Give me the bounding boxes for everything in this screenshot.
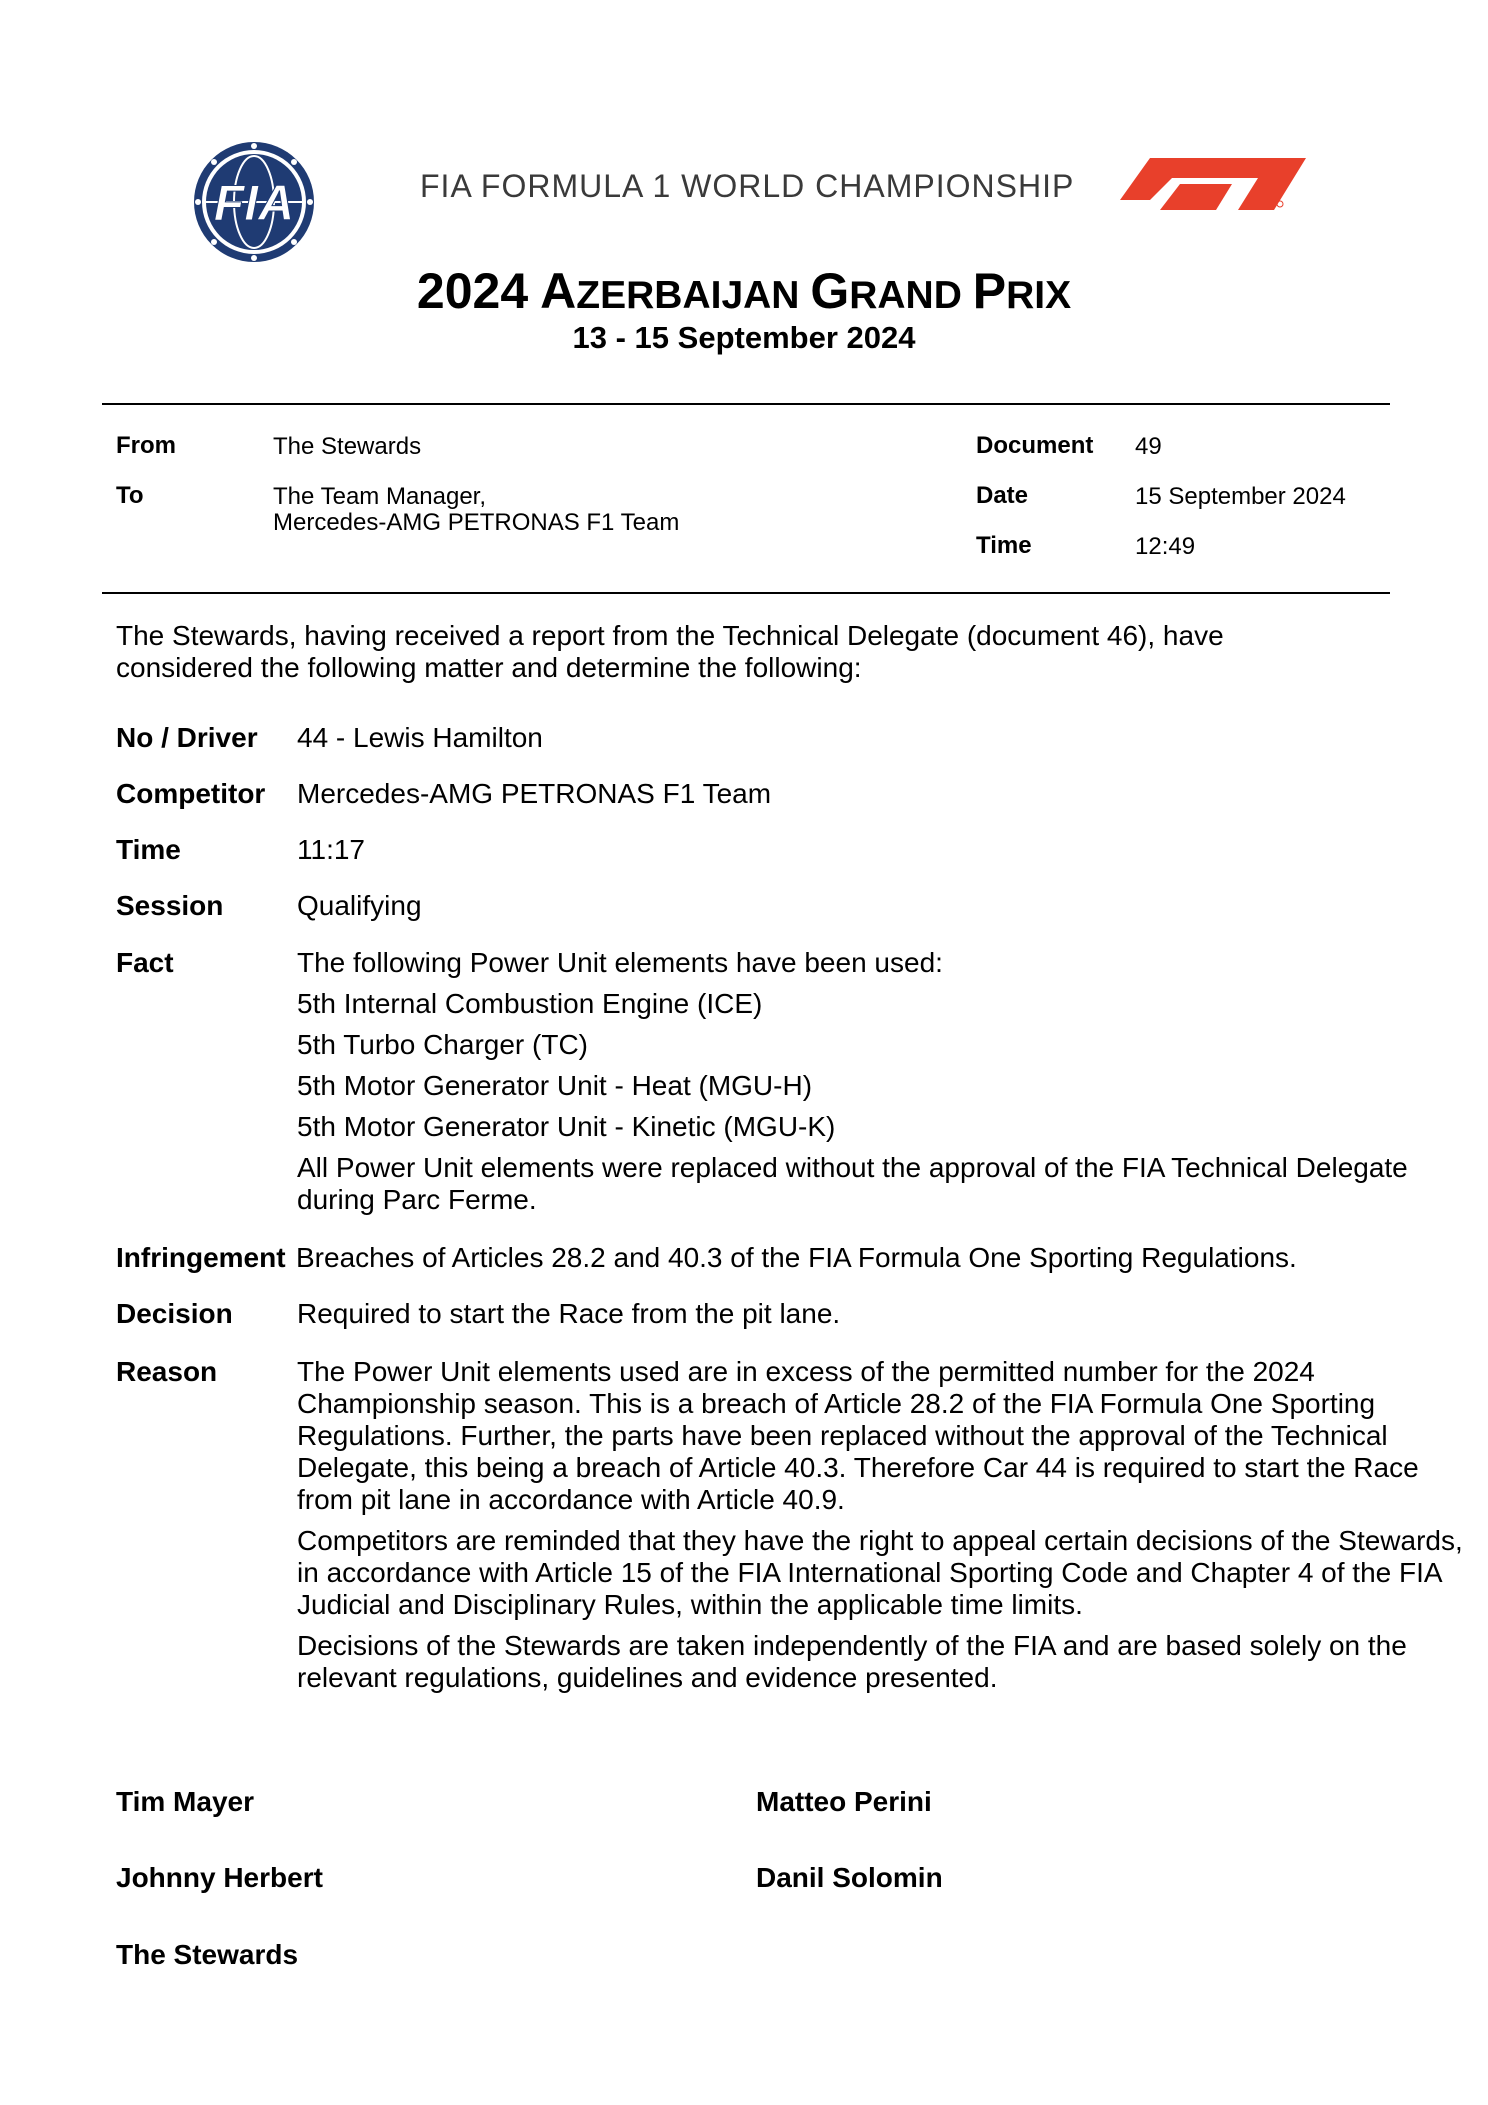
- fact-line: All Power Unit elements were replaced without the approval of the FIA Technical Delegate during Parc Ferme.: [297, 1152, 1408, 1215]
- steward-signature: Matteo Perini: [756, 1786, 932, 1817]
- title-part: P: [972, 263, 1007, 319]
- fact-line: 5th Motor Generator Unit - Heat (MGU-H): [297, 1070, 813, 1101]
- reason-paragraph: The Power Unit elements used are in excess of the permitted number for the 2024 Championship season. This is a breach of Article 28.2 of the FIA Formula One Sporting Regulations. Further, the parts have been replaced without the approval of the Technical Delegate, this being a breach of Article 40.3. Therefore Car 44 is required to start the Race from pit lane in accordance with Article 40.9.: [297, 1356, 1419, 1515]
- divider-bottom: [102, 592, 1390, 594]
- infringement-value: Breaches of Articles 28.2 and 40.3 of the FIA Formula One Sporting Regulations.: [296, 1242, 1297, 1273]
- title-part: ZERBAIJAN: [576, 274, 811, 317]
- fact-line: 5th Internal Combustion Engine (ICE): [297, 988, 763, 1019]
- divider-top: [102, 403, 1390, 405]
- document-value: 49: [1135, 433, 1162, 460]
- title-part: RAND: [849, 274, 973, 317]
- competitor-label: Competitor: [116, 778, 266, 809]
- event-dates: 13 - 15 September 2024: [572, 320, 916, 355]
- event-title: [0, 262, 1488, 320]
- steward-signature: Tim Mayer: [116, 1786, 254, 1817]
- steward-signature: Johnny Herbert: [116, 1862, 323, 1893]
- reason-value: [297, 1356, 1467, 1703]
- driver-value: 44 - Lewis Hamilton: [297, 722, 543, 753]
- fact-label: Fact: [116, 947, 174, 978]
- decision-value: Required to start the Race from the pit lane.: [297, 1298, 841, 1329]
- fia-logo: [190, 138, 318, 266]
- to-value-line2: Mercedes-AMG PETRONAS F1 Team: [273, 509, 680, 536]
- intro-text: The Stewards, having received a report from the Technical Delegate (document 46), have considered the following matter and determine the following:: [116, 620, 1224, 683]
- decision-label: Decision: [116, 1298, 233, 1329]
- date-label: Date: [976, 482, 1029, 509]
- title-part: G: [810, 263, 850, 319]
- driver-label: No / Driver: [116, 722, 258, 753]
- title-part: A: [540, 263, 577, 319]
- fia-logo-text: FIA: [213, 175, 295, 231]
- session-label: Session: [116, 890, 224, 921]
- f1-logo-text: F1: [1120, 158, 1122, 159]
- from-value: The Stewards: [273, 433, 422, 460]
- to-label: To: [116, 482, 144, 509]
- championship-title: FIA FORMULA 1 WORLD CHAMPIONSHIP: [420, 168, 1075, 204]
- title-part: 2024: [416, 263, 541, 319]
- to-value-line1: The Team Manager,: [273, 483, 487, 510]
- reason-paragraph: Decisions of the Stewards are taken independently of the FIA and are based solely on the relevant regulations, guidelines and evidence presented.: [297, 1630, 1407, 1693]
- fact-value: [297, 947, 1467, 1216]
- time-value: 12:49: [1135, 533, 1196, 560]
- competitor-value: Mercedes-AMG PETRONAS F1 Team: [297, 778, 772, 809]
- fact-line: 5th Motor Generator Unit - Kinetic (MGU-K): [297, 1111, 836, 1142]
- f1-logo: [1120, 158, 1306, 210]
- incident-time-value: 11:17: [297, 834, 365, 865]
- session-value: Qualifying: [297, 890, 422, 921]
- fact-line: The following Power Unit elements have been used:: [297, 947, 943, 978]
- date-value: 15 September 2024: [1135, 483, 1346, 510]
- fact-line: 5th Turbo Charger (TC): [297, 1029, 588, 1060]
- reason-paragraph: Competitors are reminded that they have the right to appeal certain decisions of the Stewards, in accordance with Article 15 of the FIA International Sporting Code and Chapter 4 of the FIA Judicial and Disciplinary Rules, within the applicable time limits.: [297, 1525, 1463, 1620]
- infringement-label: Infringement: [116, 1242, 286, 1273]
- stewards-closing: The Stewards: [116, 1939, 299, 1970]
- incident-time-label: Time: [116, 834, 181, 865]
- document-label: Document: [976, 432, 1094, 459]
- reason-label: Reason: [116, 1356, 218, 1387]
- from-label: From: [116, 432, 176, 459]
- steward-signature: Danil Solomin: [756, 1862, 943, 1893]
- time-label: Time: [976, 532, 1032, 559]
- title-part: RIX: [1006, 274, 1072, 317]
